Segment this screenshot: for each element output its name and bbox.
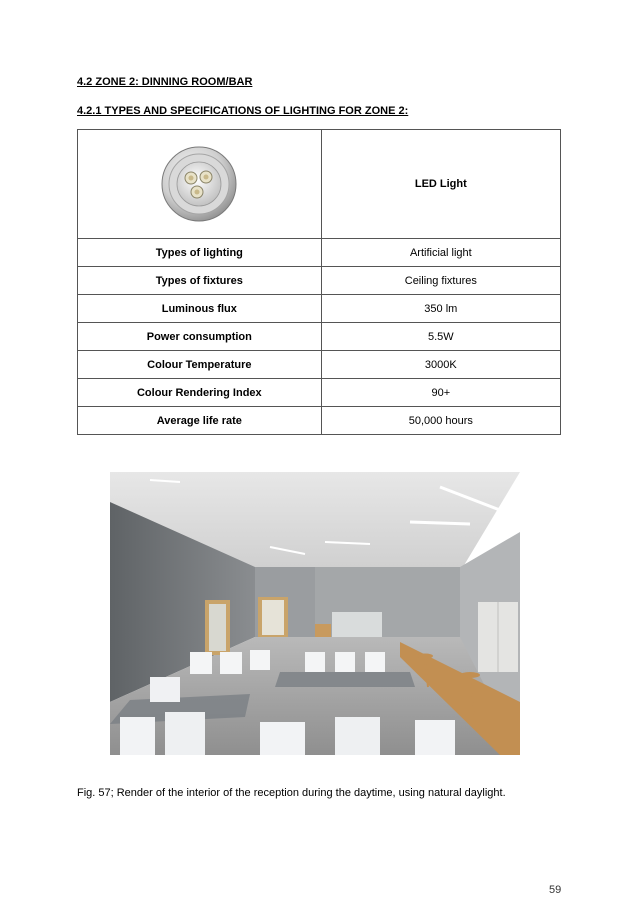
row-label: Average life rate [78,407,322,435]
table-row [78,323,561,351]
table-row [78,267,561,295]
row-label: Types of lighting [78,239,322,267]
row-label: Power consumption [78,323,322,351]
interior-render-image [110,472,520,755]
led-image-cell [78,130,322,239]
figure-caption: Fig. 57; Render of the interior of the reception during the daytime, using natural daylight. [77,787,506,799]
spec-table [77,129,561,435]
table-row [78,351,561,379]
row-label: Colour Rendering Index [78,379,322,407]
table-row [78,295,561,323]
row-value: 3000K [321,351,560,379]
row-value: Artificial light [321,239,560,267]
table-header-row [78,130,561,239]
page-number: 59 [549,884,562,896]
row-label: Luminous flux [78,295,322,323]
row-value: 350 lm [321,295,560,323]
row-value: 90+ [321,379,560,407]
row-value: 50,000 hours [321,407,560,435]
table-row [78,407,561,435]
table-row [78,379,561,407]
row-value: 5.5W [321,323,560,351]
led-light-image [159,144,239,224]
section-heading: 4.2 ZONE 2: DINNING ROOM/BAR [77,76,253,88]
product-name: LED Light [321,130,560,239]
row-label: Types of fixtures [78,267,322,295]
row-label: Colour Temperature [78,351,322,379]
row-value: Ceiling fixtures [321,267,560,295]
table-row [78,239,561,267]
subsection-heading: 4.2.1 TYPES AND SPECIFICATIONS OF LIGHTING FOR ZONE 2: [77,105,409,117]
